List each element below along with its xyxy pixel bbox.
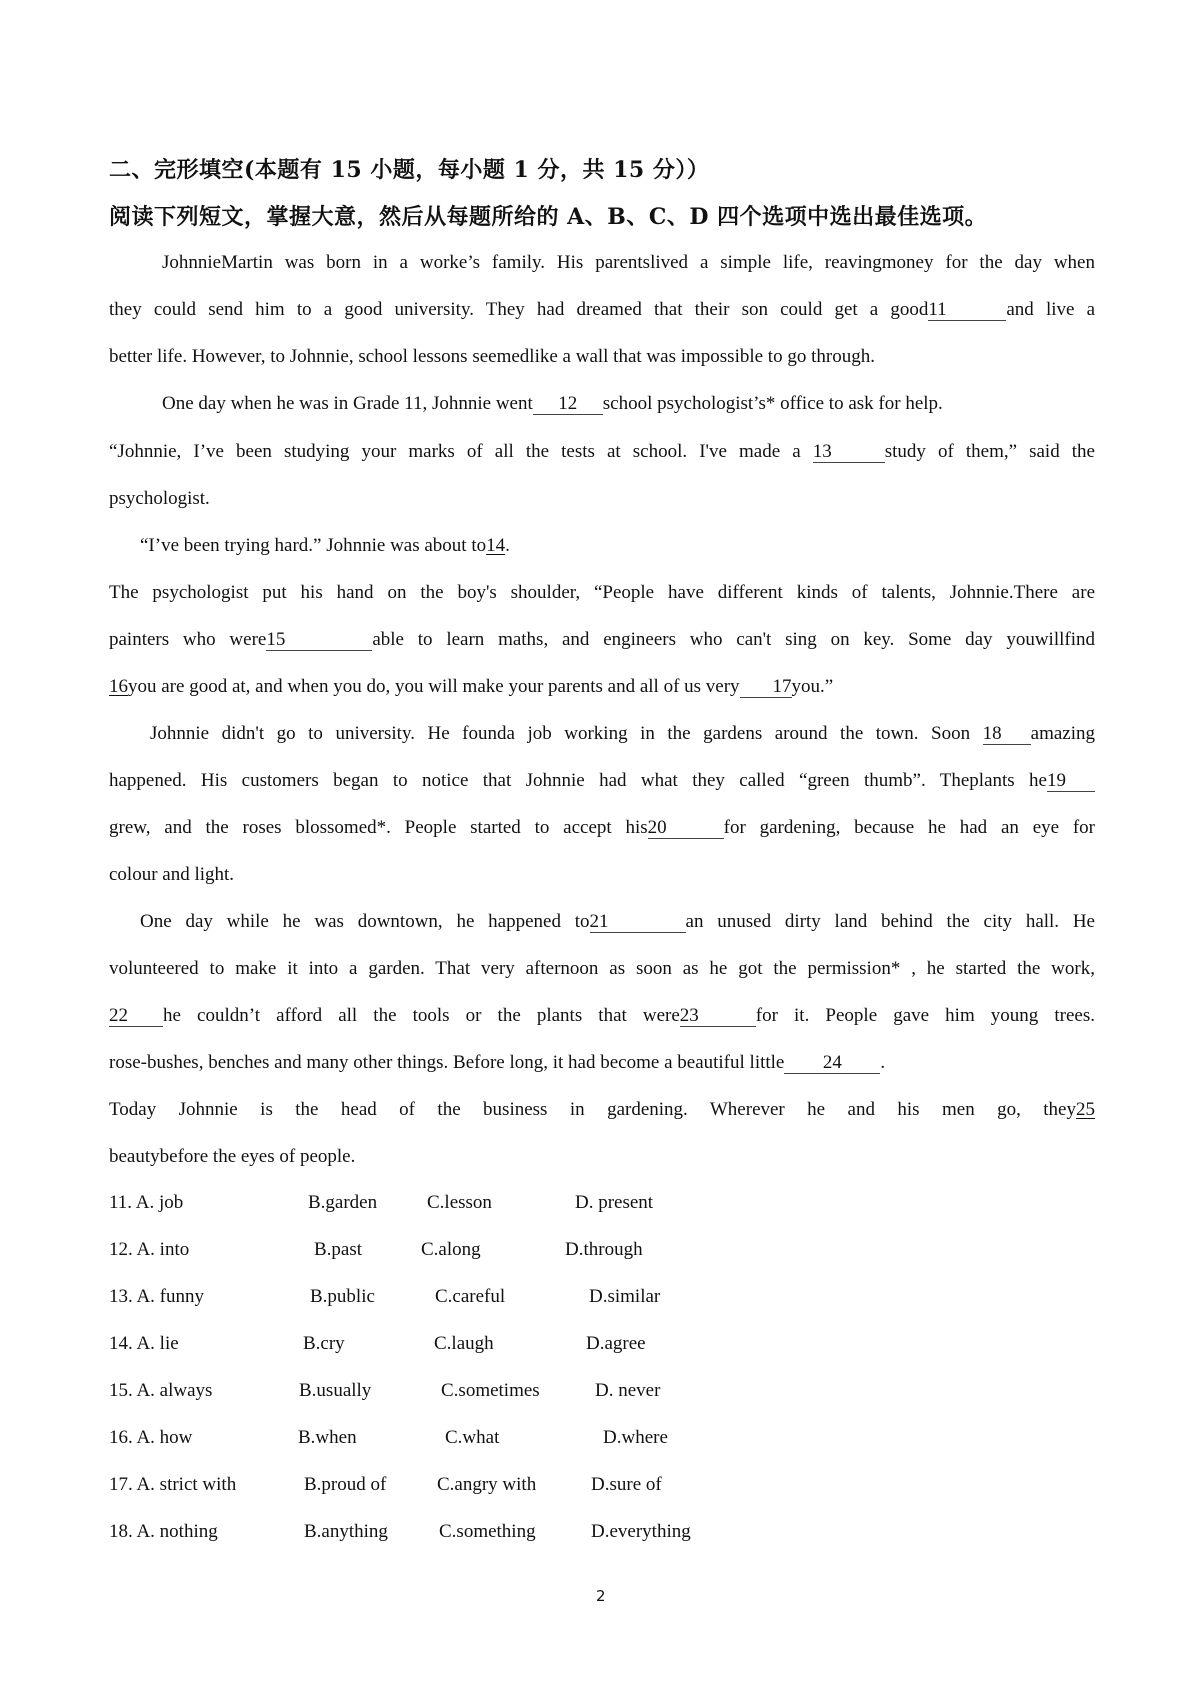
option-c[interactable]: C.what [445,1427,500,1448]
section-instruction: 阅读下列短文，掌握大意，然后从每题所给的 A、B、C、D 四个选项中选出最佳选项。 [109,204,988,230]
option-b[interactable]: B.garden [308,1192,378,1213]
passage-line: One day while he was downtown, he happened to21 an unused dirty land behind the city hall. He [140,911,1095,932]
option-d[interactable]: D.everything [591,1521,691,1542]
option-c[interactable]: C.angry with [437,1474,537,1495]
blank-16[interactable]: 16 [109,676,128,697]
blank-17[interactable]: 17 [740,677,792,698]
option-d[interactable]: D.similar [589,1286,661,1307]
passage-line: 22 he couldn’t afford all the tools or the plants that were23 for it. People gave him young trees. [109,1005,1096,1026]
blank-25[interactable]: 25 [1076,1099,1095,1120]
passage-line: “I’ve been trying hard.” Johnnie was about to14. [140,535,510,556]
option-b[interactable]: B.when [298,1427,357,1448]
blank-24[interactable]: 24 [784,1053,880,1074]
passage-line: colour and light. [109,864,235,885]
passage-line: The psychologist put his hand on the boy's shoulder, “People have different kinds of talents, Johnnie.There are [109,582,1095,603]
passage-line: Johnnie didn't go to university. He founda job working in the gardens around the town. Soon 18 amazing [150,723,1095,744]
blank-18[interactable]: 18 [983,724,1031,745]
option-b[interactable]: B.past [314,1239,363,1260]
passage-line: rose-bushes, benches and many other things. Before long, it had become a beautiful little 24 . [109,1052,886,1073]
option-c[interactable]: C.laugh [434,1333,494,1354]
option-d[interactable]: D.sure of [591,1474,662,1495]
option-a[interactable]: 11. A. job [109,1192,184,1213]
blank-19[interactable]: 19 [1047,771,1095,792]
option-d[interactable]: D.agree [586,1333,646,1354]
page-number: 2 [596,1587,606,1605]
option-c[interactable]: C.along [421,1239,481,1260]
passage-line: beautybefore the eyes of people. [109,1146,356,1167]
section-title: 二、完形填空(本题有 15 小题，每小题 1 分，共 15 分）） [109,157,710,183]
blank-15[interactable]: 15 [266,630,372,651]
passage-line: they could send him to a good university. They had dreamed that their son could get a good11 and live a [109,299,1095,320]
passage-line: happened. His customers began to notice that Johnnie had what they called “green thumb”. Theplants he19 [109,769,1095,793]
blank-22[interactable]: 22 [109,1006,163,1027]
passage-line: Today Johnnie is the head of the business in gardening. Wherever he and his men go, they25 [109,1099,1095,1120]
blank-13[interactable]: 13 [813,442,885,463]
option-a[interactable]: 12. A. into [109,1239,190,1260]
blank-12[interactable]: 12 [533,394,603,415]
passage-line: 16you are good at, and when you do, you will make your parents and all of us very 17you.” [109,676,834,697]
passage-line: “Johnnie, I’ve been studying your marks of all the tests at school. I've made a 13 study of them,” said the [109,441,1095,462]
option-a[interactable]: 15. A. always [109,1380,213,1401]
passage-line: One day when he was in Grade 11, Johnnie went 12 school psychologist’s* office to ask for help. [162,393,943,414]
blank-23[interactable]: 23 [680,1006,756,1027]
option-c[interactable]: C.something [439,1521,536,1542]
passage-line: volunteered to make it into a garden. That very afternoon as soon as he got the permission* , he started the work, [109,958,1095,979]
option-a[interactable]: 16. A. how [109,1427,193,1448]
option-d[interactable]: D. never [595,1380,661,1401]
blank-11[interactable]: 11 [928,300,1006,321]
option-d[interactable]: D.through [565,1239,643,1260]
passage-line: better life. However, to Johnnie, school lessons seemedlike a wall that was impossible to go through. [109,346,875,367]
option-a[interactable]: 14. A. lie [109,1333,179,1354]
option-d[interactable]: D. present [575,1192,654,1213]
option-b[interactable]: B.anything [304,1521,388,1542]
option-c[interactable]: C.lesson [427,1192,492,1213]
option-a[interactable]: 13. A. funny [109,1286,204,1307]
option-b[interactable]: B.cry [303,1333,345,1354]
passage-line: painters who were15 able to learn maths, and engineers who can't sing on key. Some day youwillfind [109,629,1095,650]
passage-line: psychologist. [109,488,210,509]
blank-14[interactable]: 14 [486,535,506,556]
option-b[interactable]: B.proud of [304,1474,387,1495]
blank-20[interactable]: 20 [648,818,724,839]
option-d[interactable]: D.where [603,1427,668,1448]
option-b[interactable]: B.public [310,1286,375,1307]
option-c[interactable]: C.sometimes [441,1380,540,1401]
option-c[interactable]: C.careful [435,1286,506,1307]
blank-21[interactable]: 21 [590,912,686,933]
option-a[interactable]: 18. A. nothing [109,1521,218,1542]
passage-line: JohnnieMartin was born in a worke’s family. His parentslived a simple life, reavingmoney for the day when [162,252,1095,273]
option-a[interactable]: 17. A. strict with [109,1474,237,1495]
option-b[interactable]: B.usually [299,1380,372,1401]
passage-line: grew, and the roses blossomed*. People started to accept his20 for gardening, because he had an eye for [109,817,1096,838]
